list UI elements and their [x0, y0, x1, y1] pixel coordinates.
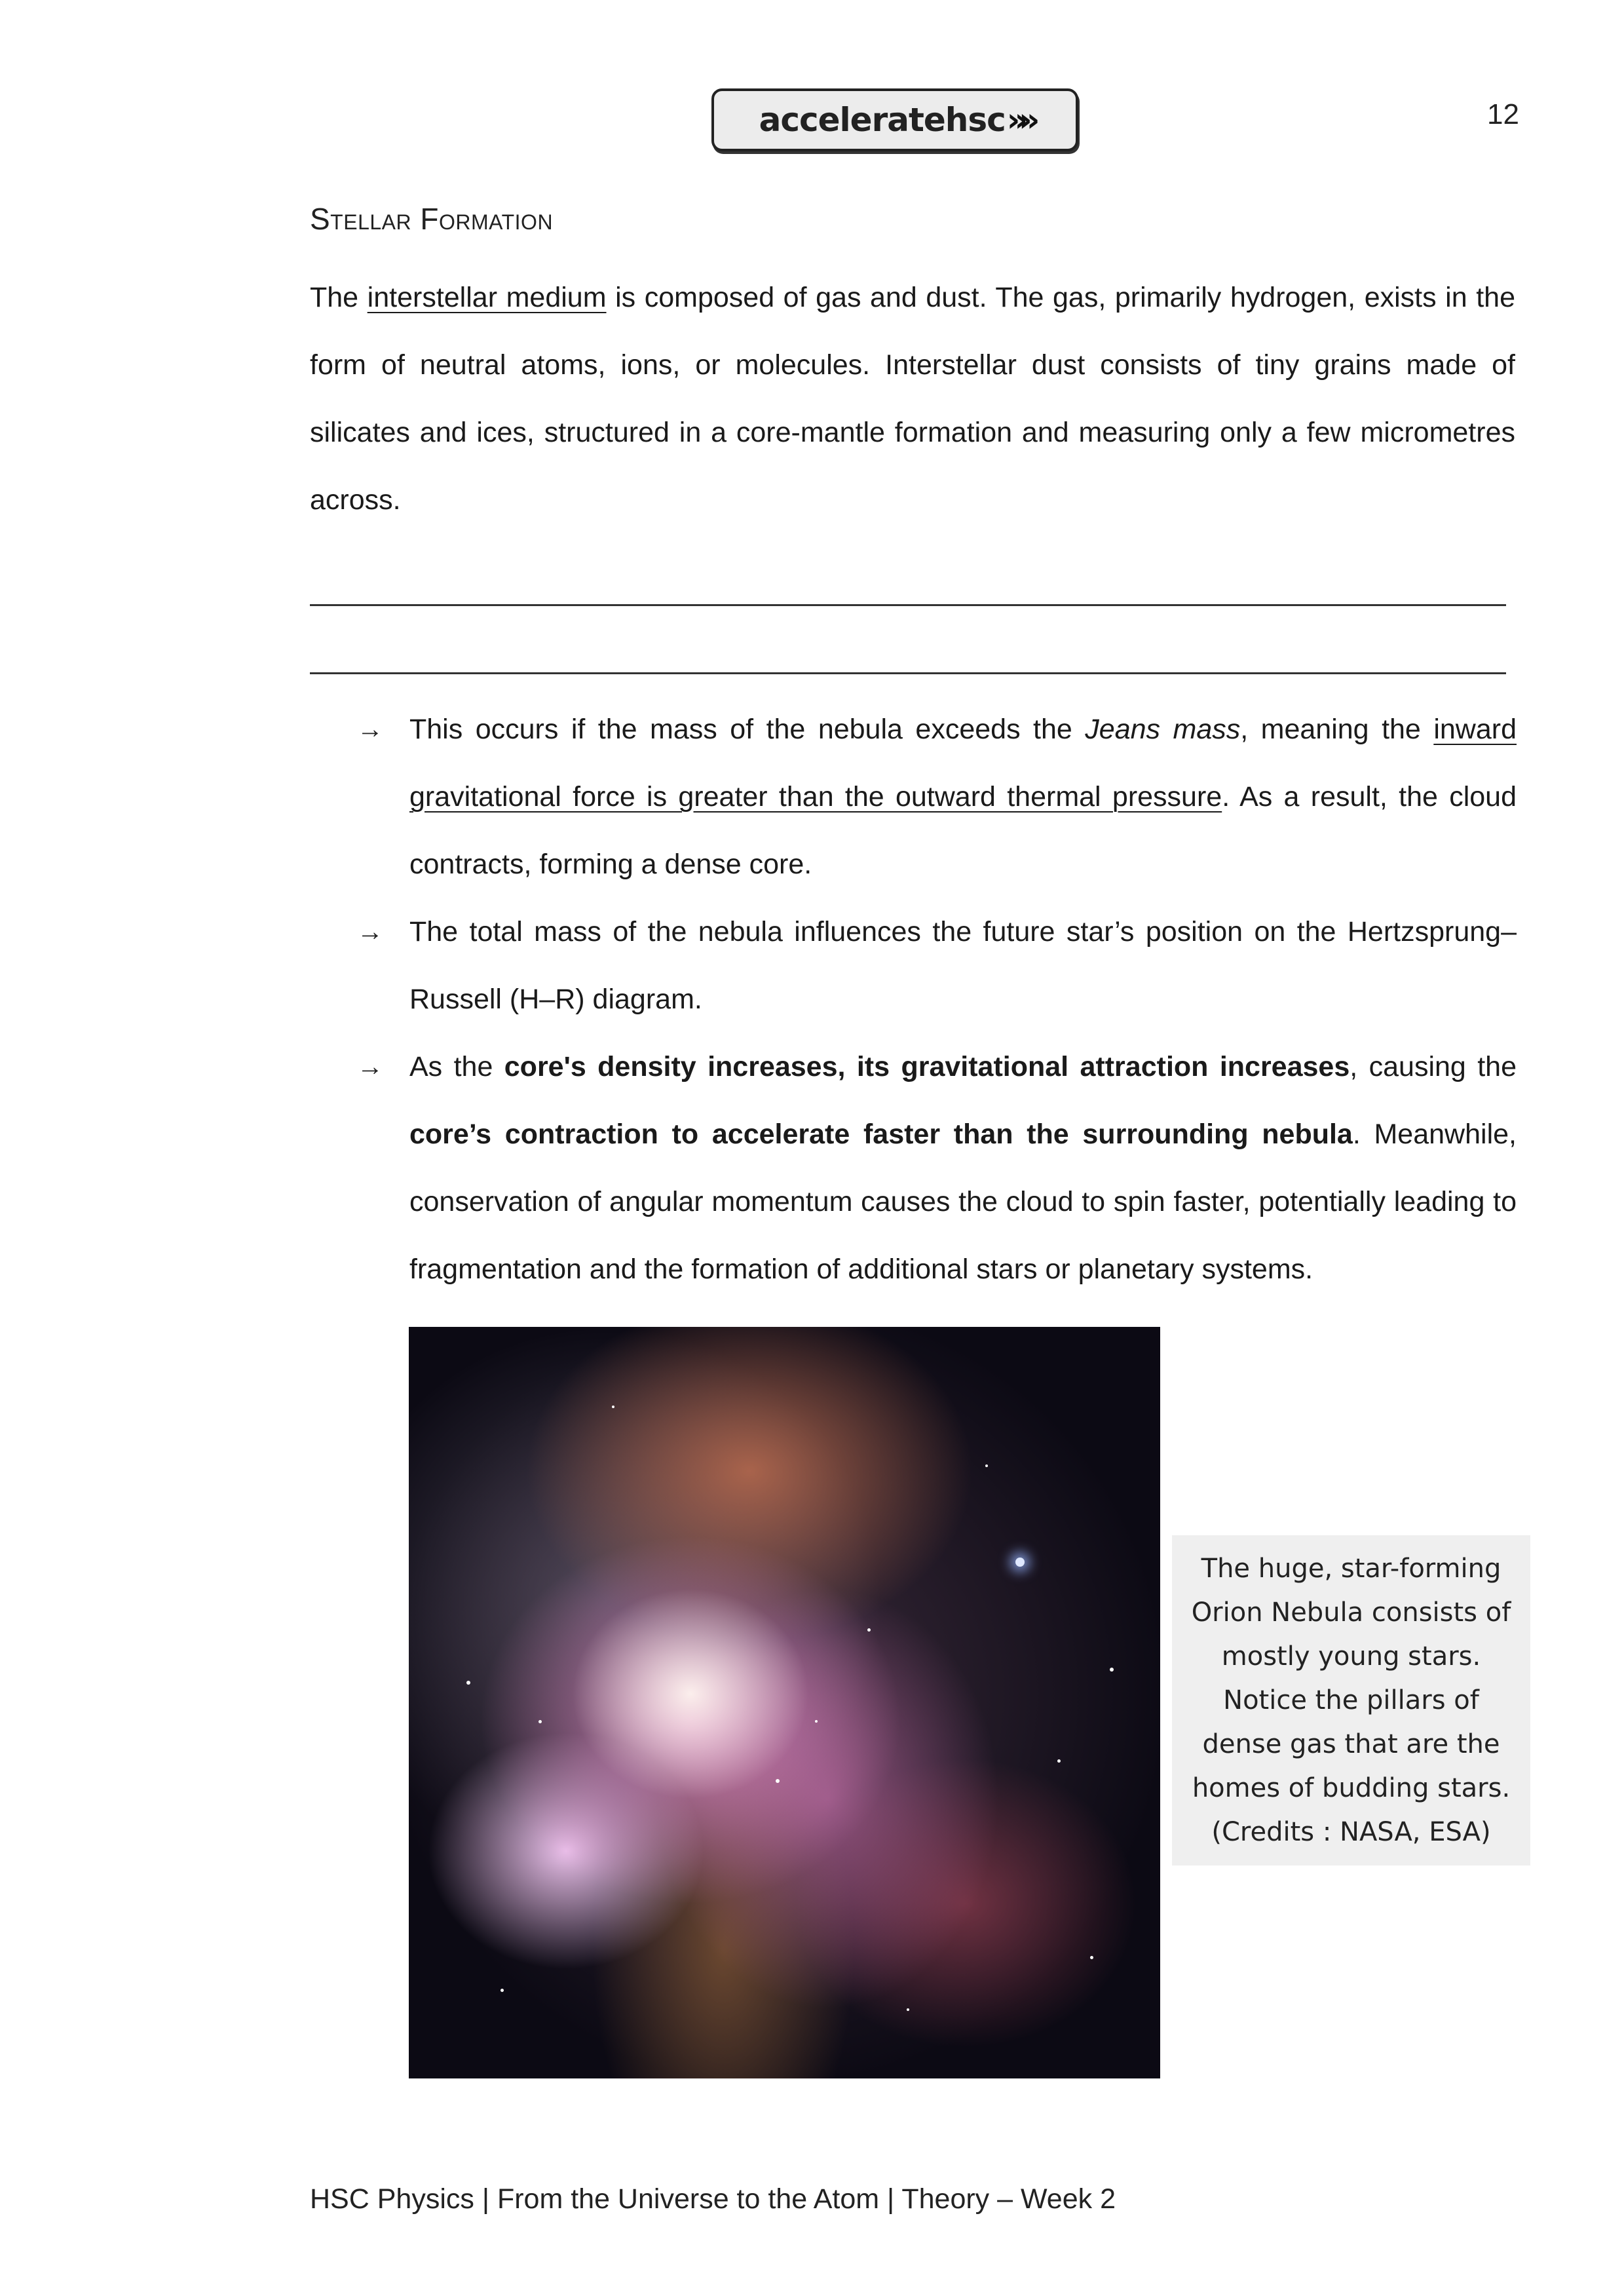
arrow-right-icon: → — [357, 1052, 383, 1081]
bullet-core-contraction: → As the core's density increases, its gravitational attraction increases, causing the core’s contraction to accelerate faster than the surrounding nebula. Meanwhile, conservation of angular momentum causes the cloud to spin faster, potentially leading to fragmentation and the formation of additional stars or planetary systems. — [310, 1033, 1517, 1303]
caption-text: The huge, star-forming Orion Nebula consists of mostly young stars. Notice the pillars of dense gas that are the homes of budding stars. (Credits : NASA, ESA) — [1191, 1553, 1511, 1847]
star — [466, 1681, 470, 1685]
bullet-list — [310, 696, 1517, 1303]
star — [815, 1720, 818, 1723]
star — [500, 1989, 504, 1992]
page-footer: HSC Physics | From the Universe to the Atom | Theory – Week 2 — [310, 2183, 1116, 2215]
star — [1015, 1558, 1025, 1567]
page-number: 12 — [1487, 98, 1519, 130]
star — [867, 1628, 871, 1632]
star — [538, 1720, 542, 1723]
answer-line — [310, 672, 1506, 674]
section-heading: Stellar Formation — [310, 202, 554, 236]
orion-nebula-image — [409, 1327, 1160, 2078]
star — [907, 2008, 909, 2011]
brand-logo — [711, 88, 1078, 151]
term-jeans-mass: Jeans mass — [1085, 714, 1241, 745]
star — [1090, 1956, 1093, 1959]
star — [612, 1406, 614, 1408]
bullet-hr-diagram: → The total mass of the nebula influences the future star’s position on the Hertzsprung–Russell (H–R) diagram. — [310, 898, 1517, 1033]
star — [1057, 1759, 1061, 1763]
arrow-right-icon: → — [357, 917, 383, 946]
underlined-gravity-statement: inward gravitational force is greater than the outward thermal pressure — [409, 714, 1517, 813]
bullet-jeans-mass: → This occurs if the mass of the nebula exceeds the Jeans mass, meaning the inward gravitational force is greater than the outward thermal pressure. As a result, the cloud contracts, forming a dense core. — [310, 696, 1517, 898]
double-chevron-icon: »» — [1006, 101, 1031, 139]
arrow-right-icon: → — [357, 715, 383, 744]
term-interstellar-medium: interstellar medium — [367, 282, 607, 313]
logo-wordmark: acceleratehsc — [759, 101, 1006, 139]
image-caption — [1172, 1535, 1530, 1866]
bold-core-contraction: core’s contraction to accelerate faster than the surrounding nebula — [409, 1119, 1353, 1150]
bold-core-density: core's density increases, its gravitational attraction increases — [504, 1051, 1350, 1082]
answer-line — [310, 604, 1506, 606]
intro-paragraph: The interstellar medium is composed of gas and dust. The gas, primarily hydrogen, exists in the form of neutral atoms, ions, or molecules. Interstellar dust consists of tiny grains made of silicates and ices, structured in a core-mantle formation and measuring only a few micrometres across. — [310, 282, 1515, 516]
star — [1110, 1668, 1114, 1672]
star — [985, 1464, 988, 1467]
star — [776, 1779, 780, 1783]
